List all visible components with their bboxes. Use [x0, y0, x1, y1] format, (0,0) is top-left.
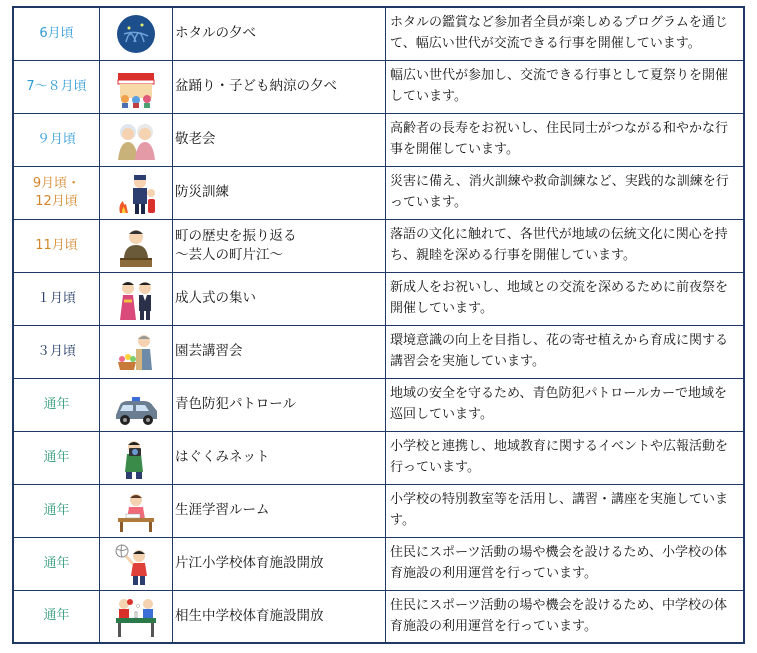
event-title-cell: [173, 325, 386, 378]
description-cell: [386, 272, 745, 325]
icon-cell: [100, 431, 173, 484]
festival-stall-icon: [112, 65, 160, 109]
event-description: 小学校と連携し、地域教育に関するイベントや広報活動を行っています。: [390, 439, 729, 475]
period-text: 通年: [43, 555, 70, 571]
period-text: 6月頃: [39, 25, 74, 41]
event-description: 高齢者の長寿をお祝いし、住民同士がつながる和やかな行事を開催しています。: [390, 121, 729, 157]
period-cell: [13, 590, 100, 643]
event-description: 小学校の特別教室等を活用し、講習・講座を実施しています。: [390, 492, 729, 528]
event-description: 新成人をお祝いし、地域との交流を深めるために前夜祭を開催しています。: [390, 280, 729, 316]
event-title-cell: [173, 7, 386, 60]
icon-cell: [100, 590, 173, 643]
period-text: 通年: [43, 396, 70, 412]
icon-cell: [100, 7, 173, 60]
description-cell: [386, 431, 745, 484]
icon-cell: [100, 537, 173, 590]
event-description: 災害に備え、消火訓練や救命訓練など、実践的な訓練を行っています。: [390, 174, 729, 210]
activity-table-container: [12, 6, 745, 644]
period-cell: [13, 484, 100, 537]
table-row-12: [13, 590, 744, 643]
event-title-cell: [173, 431, 386, 484]
event-title: 町の歴史を振り返る ～芸人の町片江～: [175, 227, 297, 263]
period-cell: [13, 219, 100, 272]
event-title-cell: [173, 484, 386, 537]
table-row-4: [13, 166, 744, 219]
table-row-11: [13, 537, 744, 590]
table-row-8: [13, 378, 744, 431]
period-cell: [13, 7, 100, 60]
rakugo-icon: [112, 224, 160, 268]
event-title: 相生中学校体育施設開放: [175, 607, 324, 624]
table-row-6: [13, 272, 744, 325]
period-cell: [13, 166, 100, 219]
icon-cell: [100, 166, 173, 219]
period-text: 7～８月頃: [26, 78, 87, 94]
event-title: はぐくみネット: [175, 449, 270, 465]
period-text: 11月頃: [35, 237, 78, 253]
period-text: 通年: [43, 608, 70, 624]
table-row-1: [13, 7, 744, 60]
period-cell: [13, 431, 100, 484]
period-cell: [13, 60, 100, 113]
description-cell: [386, 590, 745, 643]
period-text: 9月頃・ 12月頃: [32, 175, 81, 209]
period-cell: [13, 378, 100, 431]
event-title: 園芸講習会: [175, 343, 243, 359]
period-text: 通年: [43, 502, 70, 518]
gardening-icon: [112, 330, 160, 374]
event-title: ホタルの夕べ: [175, 25, 256, 42]
event-description: ホタルの鑑賞など参加者全員が楽しめるプログラムを通じて、幅広い世代が交流できる行事を開催しています。: [390, 15, 728, 52]
event-title-cell: [173, 537, 386, 590]
study-desk-icon: [112, 489, 160, 533]
patrol-car-icon: [112, 383, 160, 427]
period-cell: [13, 537, 100, 590]
icon-cell: [100, 60, 173, 113]
period-text: ９月頃: [36, 131, 76, 147]
camera-person-icon: [112, 436, 160, 480]
period-text: 通年: [43, 449, 70, 465]
coming-of-age-icon: [112, 277, 160, 321]
period-cell: [13, 272, 100, 325]
icon-cell: [100, 219, 173, 272]
event-description: 地域の安全を守るため、青色防犯パトロールカーで地域を巡回しています。: [390, 386, 727, 422]
table-row-9: [13, 431, 744, 484]
event-title-cell: [173, 166, 386, 219]
event-description: 落語の文化に触れて、各世代が地域の伝統文化に関心を持ち、親睦を深める行事を開催しています。: [390, 227, 728, 263]
event-title: 生涯学習ルーム: [175, 502, 270, 518]
period-cell: [13, 113, 100, 166]
event-title: 敬老会: [175, 131, 216, 147]
event-title: 青色防犯パトロール: [175, 396, 296, 412]
event-title-cell: [173, 272, 386, 325]
volleyball-icon: [112, 542, 160, 586]
description-cell: [386, 60, 745, 113]
icon-cell: [100, 484, 173, 537]
event-description: 住民にスポーツ活動の場や機会を設けるため、小学校の体育施設の利用運営を行っています。: [390, 545, 727, 581]
description-cell: [386, 378, 745, 431]
event-title-cell: [173, 590, 386, 643]
icon-cell: [100, 272, 173, 325]
period-cell: [13, 325, 100, 378]
description-cell: [386, 166, 745, 219]
table-row-3: [13, 113, 744, 166]
event-description: 幅広い世代が参加し、交流できる行事として夏祭りを開催しています。: [390, 68, 729, 104]
table-row-5: [13, 219, 744, 272]
event-title-cell: [173, 60, 386, 113]
event-description: 住民にスポーツ活動の場や機会を設けるため、中学校の体育施設の利用運営を行っています。: [390, 597, 727, 634]
period-text: １月頃: [36, 290, 76, 306]
icon-cell: [100, 325, 173, 378]
icon-cell: [100, 378, 173, 431]
event-title: 盆踊り・子ども納涼の夕べ: [175, 78, 337, 94]
event-title: 成人式の集い: [175, 290, 256, 306]
event-title: 片江小学校体育施設開放: [175, 555, 324, 571]
description-cell: [386, 7, 745, 60]
description-cell: [386, 325, 745, 378]
period-text: ３月頃: [36, 343, 76, 359]
activity-table: [12, 6, 745, 644]
table-row-2: [13, 60, 744, 113]
table-row-7: [13, 325, 744, 378]
table-row-10: [13, 484, 744, 537]
description-cell: [386, 537, 745, 590]
activity-table-body: [13, 7, 744, 643]
table-tennis-icon: [112, 594, 160, 638]
description-cell: [386, 219, 745, 272]
event-description: 環境意識の向上を目指し、花の寄せ植えから育成に関する講習会を実施しています。: [390, 333, 729, 369]
description-cell: [386, 484, 745, 537]
event-title-cell: [173, 219, 386, 272]
event-title: 防災訓練: [175, 184, 229, 200]
fire-drill-icon: [112, 171, 160, 215]
description-cell: [386, 113, 745, 166]
event-title-cell: [173, 378, 386, 431]
event-title-cell: [173, 113, 386, 166]
elderly-couple-icon: [112, 118, 160, 162]
firefly-icon: [112, 12, 160, 56]
icon-cell: [100, 113, 173, 166]
